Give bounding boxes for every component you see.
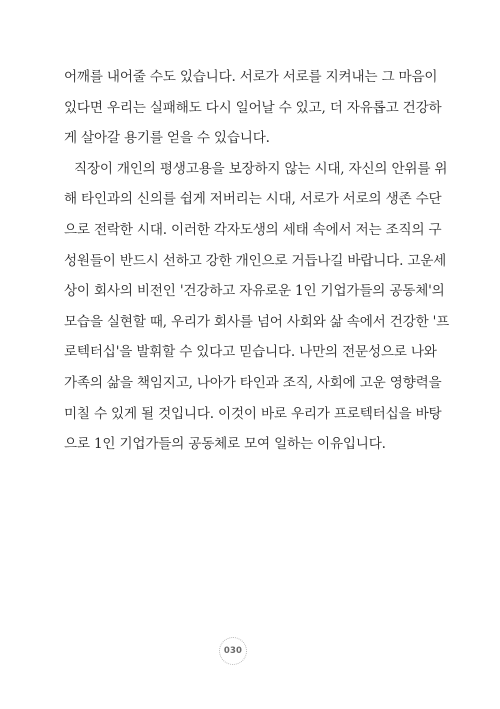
- page-number: 030: [219, 637, 247, 665]
- text-line: 있다면 우리는 실패해도 다시 일어날 수 있고, 더 자유롭고 건강하: [64, 99, 442, 116]
- text-line: 직장이 개인의 평생고용을 보장하지 않는 시대, 자신의 안위를 위: [74, 160, 448, 177]
- text-line: 해 타인과의 신의를 쉽게 저버리는 시대, 서로가 서로의 생존 수단: [64, 191, 442, 208]
- text-line: 상이 회사의 비전인 '건강하고 자유로운 1인 기업가들의 공동체'의: [64, 283, 445, 300]
- text-line: 로텍터십'을 발휘할 수 있다고 믿습니다. 나만의 전문성으로 나와: [64, 344, 437, 361]
- text-line: 게 살아갈 용기를 얻을 수 있습니다.: [64, 130, 270, 147]
- text-line: 모습을 실현할 때, 우리가 회사를 넘어 사회와 삶 속에서 건강한 '프: [64, 313, 450, 330]
- text-line: 어깨를 내어줄 수도 있습니다. 서로가 서로를 지켜내는 그 마음이: [64, 69, 438, 85]
- text-line: 으로 전락한 시대. 이러한 각자도생의 세태 속에서 저는 조직의 구: [64, 221, 442, 238]
- body-text: [64, 62, 450, 460]
- text-line: 미칠 수 있게 될 것입니다. 이것이 바로 우리가 프로텍터십을 바탕: [64, 405, 442, 422]
- text-line: 가족의 삶을 책임지고, 나아가 타인과 조직, 사회에 고운 영향력을: [64, 374, 442, 391]
- text-line: 으로 1인 기업가들의 공동체로 모여 일하는 이유입니다.: [64, 436, 386, 453]
- text-line: 성원들이 반드시 선하고 강한 개인으로 거듭나길 바랍니다. 고운세: [64, 252, 447, 269]
